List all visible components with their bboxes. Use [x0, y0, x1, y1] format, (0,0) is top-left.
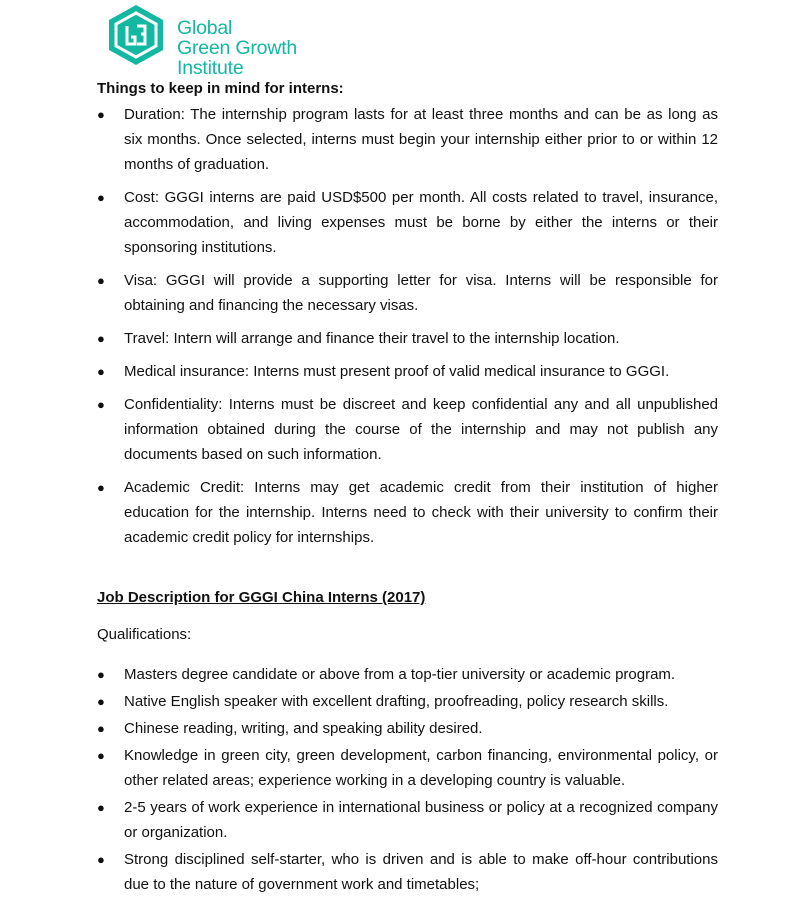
logo-line-2: Green Growth — [177, 37, 298, 59]
bullet-icon: ● — [97, 480, 105, 495]
list-item — [0, 326, 718, 351]
list-item-text: Academic Credit: Interns may get academic credit from their institution of higher education for the internship. Interns need to check with their university to confirm their academic credit policy for internships. — [124, 479, 718, 546]
bullet-icon: ● — [97, 800, 105, 815]
list-item — [0, 475, 718, 550]
bullet-icon: ● — [97, 852, 105, 867]
bullet-icon: ● — [97, 273, 105, 288]
list-item — [0, 689, 718, 714]
list-item-text: Masters degree candidate or above from a top-tier university or academic program. — [124, 666, 676, 683]
list-item — [0, 359, 718, 384]
list-item-text: Medical insurance: Interns must present proof of valid medical insurance to GGGI. — [124, 363, 670, 380]
job-description-title: Job Description for GGGI China Interns (2017) — [97, 589, 426, 606]
list-item-text: Chinese reading, writing, and speaking ability desired. — [124, 720, 483, 737]
list-item-text: Strong disciplined self-starter, who is driven and is able to make off-hour contributions due to the nature of government work and timetables; — [124, 851, 718, 893]
bullet-icon: ● — [97, 721, 105, 736]
list-item — [0, 847, 718, 897]
list-item — [0, 392, 718, 467]
section-heading: Things to keep in mind for interns: — [97, 80, 344, 97]
bullet-icon: ● — [97, 397, 105, 412]
list-item — [0, 102, 718, 177]
bullet-icon: ● — [97, 364, 105, 379]
logo-line-1: Global — [177, 17, 233, 39]
list-item-text: Cost: GGGI interns are paid USD$500 per month. All costs related to travel, insurance, accommodation, and living expenses must be borne by either the interns or their sponsoring institutions. — [124, 189, 718, 256]
gggi-logo — [107, 4, 357, 79]
list-item-text: Knowledge in green city, green development, carbon financing, environmental policy, or other related areas; experience working in a developing country is valuable. — [124, 747, 718, 789]
logo-line-3: Institute — [177, 57, 244, 79]
logo-wordmark — [177, 18, 297, 78]
list-item — [0, 743, 718, 793]
bullet-icon: ● — [97, 748, 105, 763]
list-item — [0, 662, 718, 687]
bullet-icon: ● — [97, 190, 105, 205]
gggi-hexagon-logo-icon — [107, 4, 165, 66]
list-item — [0, 268, 718, 318]
qualifications-label: Qualifications: — [97, 626, 192, 643]
bullet-icon: ● — [97, 667, 105, 682]
intern-notes-list — [0, 102, 718, 558]
list-item-text: Visa: GGGI will provide a supporting letter for visa. Interns will be responsible for obtaining and financing the necessary visas. — [124, 272, 718, 314]
list-item-text: 2-5 years of work experience in international business or policy at a recognized company or organization. — [124, 799, 718, 841]
list-item-text: Travel: Intern will arrange and finance their travel to the internship location. — [124, 330, 620, 347]
list-item — [0, 716, 718, 741]
list-item-text: Duration: The internship program lasts for at least three months and can be as long as six months. Once selected, interns must begin your internship either prior to or within 12 months of graduation. — [124, 106, 718, 173]
bullet-icon: ● — [97, 694, 105, 709]
bullet-icon: ● — [97, 107, 105, 122]
qualifications-list — [0, 662, 718, 899]
list-item-text: Native English speaker with excellent drafting, proofreading, policy research skills. — [124, 693, 669, 710]
bullet-icon: ● — [97, 331, 105, 346]
list-item — [0, 795, 718, 845]
list-item-text: Confidentiality: Interns must be discreet and keep confidential any and all unpublished information obtained during the course of the internship and may not publish any documents based on such information. — [124, 396, 718, 463]
list-item — [0, 185, 718, 260]
